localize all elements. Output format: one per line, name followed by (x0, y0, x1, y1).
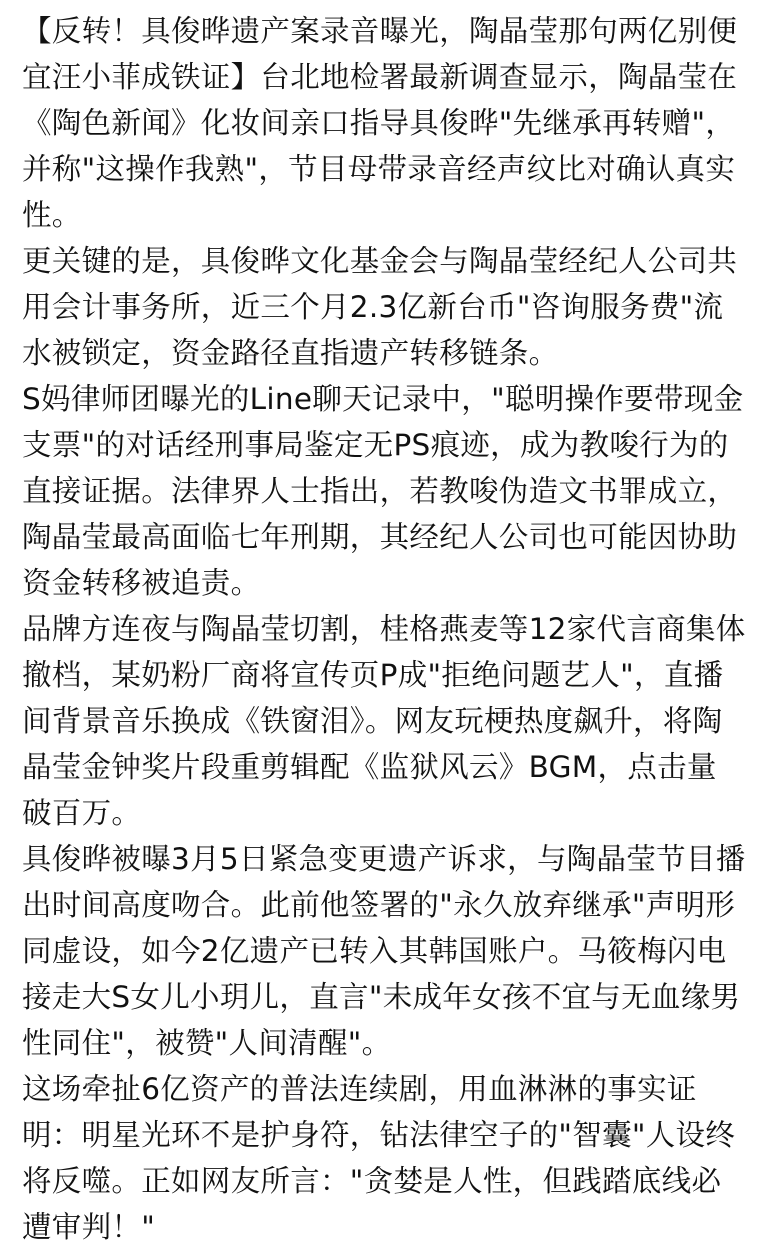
paragraph-inheritance-claim: 具俊晔被曝3月5日紧急变更遗产诉求，与陶晶莹节目播出时间高度吻合。此前他签署的"永久放弃继承"声明形同虚设，如今2亿遗产已转入其韩国账户。马筱梅闪电接走大S女儿小玥儿，直言"未成年女孩不宜与无血缘男性同住"，被赞"人间清醒"。 (22, 842, 746, 1060)
paragraph-brand-reaction: 品牌方连夜与陶晶莹切割，桂格燕麦等12家代言商集体撤档，某奶粉厂商将宣传页P成"拒绝问题艺人"，直播间背景音乐换成《铁窗泪》。网友玩梗热度飙升，将陶晶莹金钟奖片段重剪辑配《监狱风云》BGM，点击量破百万。 (22, 612, 746, 830)
paragraph-funding-trail: 更关键的是，具俊晔文化基金会与陶晶莹经纪人公司共用会计事务所，近三个月2.3亿新台币"咨询服务费"流水被锁定，资金路径直指遗产转移链条。 (22, 244, 738, 370)
paragraph-line-chat-evidence: S妈律师团曝光的Line聊天记录中，"聪明操作要带现金支票"的对话经刑事局鉴定无PS痕迹，成为教唆行为的直接证据。法律界人士指出，若教唆伪造文书罪成立，陶晶莹最高面临七年刑期，其经纪人公司也可能因协助资金转移被追责。 (22, 382, 744, 600)
paragraph-headline-investigation: 【反转！具俊晔遗产案录音曝光，陶晶莹那句两亿别便宜汪小菲成铁证】台北地检署最新调查显示，陶晶莹在《陶色新闻》化妆间亲口指导具俊晔"先继承再转赠"，并称"这操作我熟"，节目母带录音经声纹比对确认真实性。 (22, 14, 738, 232)
paragraph-conclusion: 这场牵扯6亿资产的普法连续剧，用血淋淋的事实证明：明星光环不是护身符，钻法律空子的"智囊"人设终将反噬。正如网友所言："贪婪是人性，但践踏底线必遭审判！" (22, 1072, 736, 1244)
